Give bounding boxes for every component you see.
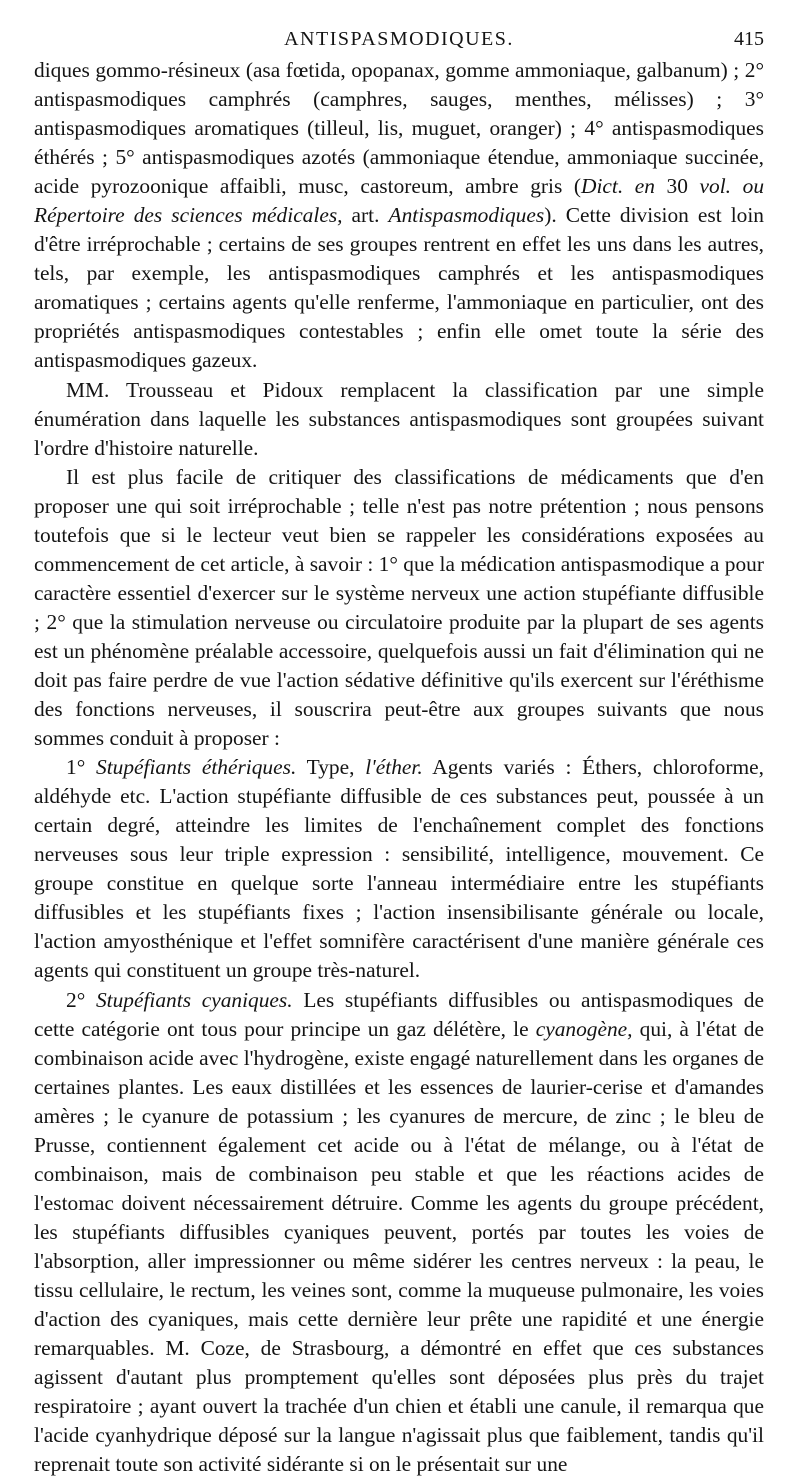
- italic-text: vol. ou Répertoire des sciences médicales,: [34, 174, 764, 227]
- text-run: 30: [655, 174, 700, 198]
- running-title: ANTISPASMODIQUES.: [34, 28, 764, 51]
- book-page: [34, 0, 764, 1479]
- text-run: Agents variés : Éthers, chloroforme, aldéhyde etc. L'action stupéfiante diffusible de ces substances peut, poussée à un certain degré, atteindre les limites de l'enchaînement complet des fonctions nerveuses sous leur triple expression : sensibilité, intelligence, mouvement. Ce groupe constitue en quelque sorte l'anneau intermédiaire entre les stupéfiants diffusibles et les stupéfiants fixes ; l'action insensibilisante générale ou locale, l'action amyosthénique et l'effet somnifère caractérisent d'une manière générale ces agents qui constituent un groupe très-naturel.: [34, 755, 764, 982]
- paragraph: [34, 463, 764, 753]
- text-run: MM. Trousseau et Pidoux remplacent la classification par une simple énumération dans laquelle les substances antispasmodiques sont groupées suivant l'ordre d'histoire naturelle.: [34, 378, 764, 460]
- italic-text: Stupéfiants cyaniques.: [96, 988, 293, 1012]
- text-run: ). Cette division est loin d'être irréprochable ; certains de ses groupes rentrent en effet les uns dans les autres, tels, par exemple, les antispasmodiques camphrés et les antispasmodiques aromatiques ; certains agents qu'elle renferme, l'ammoniaque en particulier, ont des propriétés antispasmodiques contestables ; enfin elle omet toute la série des antispasmodiques gazeux.: [34, 203, 764, 372]
- text-run: Les stupéfiants diffusibles ou antispasmodiques de cette catégorie ont tous pour principe un gaz délétère, le: [34, 988, 764, 1041]
- page-header: [34, 0, 764, 56]
- text-run: 2°: [66, 988, 96, 1012]
- paragraph: [34, 986, 764, 1479]
- text-run: 1°: [66, 755, 96, 779]
- italic-text: Antispasmodiques: [389, 203, 545, 227]
- text-run: diques gommo-résineux (asa fœtida, opopanax, gomme ammoniaque, galbanum) ; 2° antispasmodiques camphrés (camphres, sauges, menthes, mélisses) ; 3° antispasmodiques aromatiques (tilleul, lis, muguet, oranger) ; 4° antispasmodiques éthérés ; 5° antispasmodiques azotés (ammoniaque étendue, ammoniaque succinée, acide pyrozoonique affaibli, musc, castoreum, ambre gris (: [34, 58, 764, 198]
- paragraph: [34, 56, 764, 376]
- italic-text: l'éther.: [365, 755, 422, 779]
- paragraph: [34, 376, 764, 463]
- text-run: Type,: [296, 755, 365, 779]
- italic-text: Stupéfiants éthériques.: [96, 755, 296, 779]
- text-run: art.: [343, 203, 389, 227]
- page-number: 415: [734, 28, 764, 51]
- italic-text: cyanogène,: [536, 1017, 633, 1041]
- italic-text: Dict. en: [581, 174, 655, 198]
- paragraph: [34, 753, 764, 985]
- body-text: [34, 56, 764, 1479]
- text-run: Il est plus facile de critiquer des classifications de médicaments que d'en proposer une qui soit irréprochable ; telle n'est pas notre prétention ; nous pensons toutefois que si le lecteur veut bien se rappeler les considérations exposées au commencement de cet article, à savoir : 1° que la médication antispasmodique a pour caractère essentiel d'exercer sur le système nerveux une action stupéfiante diffusible ; 2° que la stimulation nerveuse ou circulatoire produite par la plupart de ses agents est un phénomène préalable accessoire, quelquefois aussi un fait d'élimination qui ne doit pas faire perdre de vue l'action sédative définitive qu'ils exercent sur l'éréthisme des fonctions nerveuses, il souscrira peut-être aux groupes suivants que nous sommes conduit à proposer :: [34, 465, 764, 750]
- text-run: qui, à l'état de combinaison acide avec l'hydrogène, existe engagé naturellement dans les organes de certaines plantes. Les eaux distillées et les essences de laurier-cerise et d'amandes amères ; le cyanure de potassium ; les cyanures de mercure, de zinc ; le bleu de Prusse, contiennent également cet acide ou à l'état de mélange, ou à l'état de combinaison, mais de combinaison peu stable et que les réactions acides de l'estomac doivent nécessairement détruire. Comme les agents du groupe précédent, les stupéfiants diffusibles cyaniques peuvent, portés par toutes les voies de l'absorption, aller impressionner ou même sidérer les centres nerveux : la peau, le tissu cellulaire, le rectum, les veines sont, comme la muqueuse pulmonaire, les voies d'action des cyaniques, mais cette dernière leur prête une rapidité et une énergie remarquables. M. Coze, de Strasbourg, a démontré en effet que ces substances agissent d'autant plus promptement qu'elles sont déposées plus près du trajet respiratoire ; ayant ouvert la trachée d'un chien et établi une canule, il remarqua que l'acide cyanhydrique déposé sur la langue n'agissait plus que faiblement, tandis qu'il reprenait toute son activité sidérante si on le présentait sur une: [34, 1017, 764, 1477]
